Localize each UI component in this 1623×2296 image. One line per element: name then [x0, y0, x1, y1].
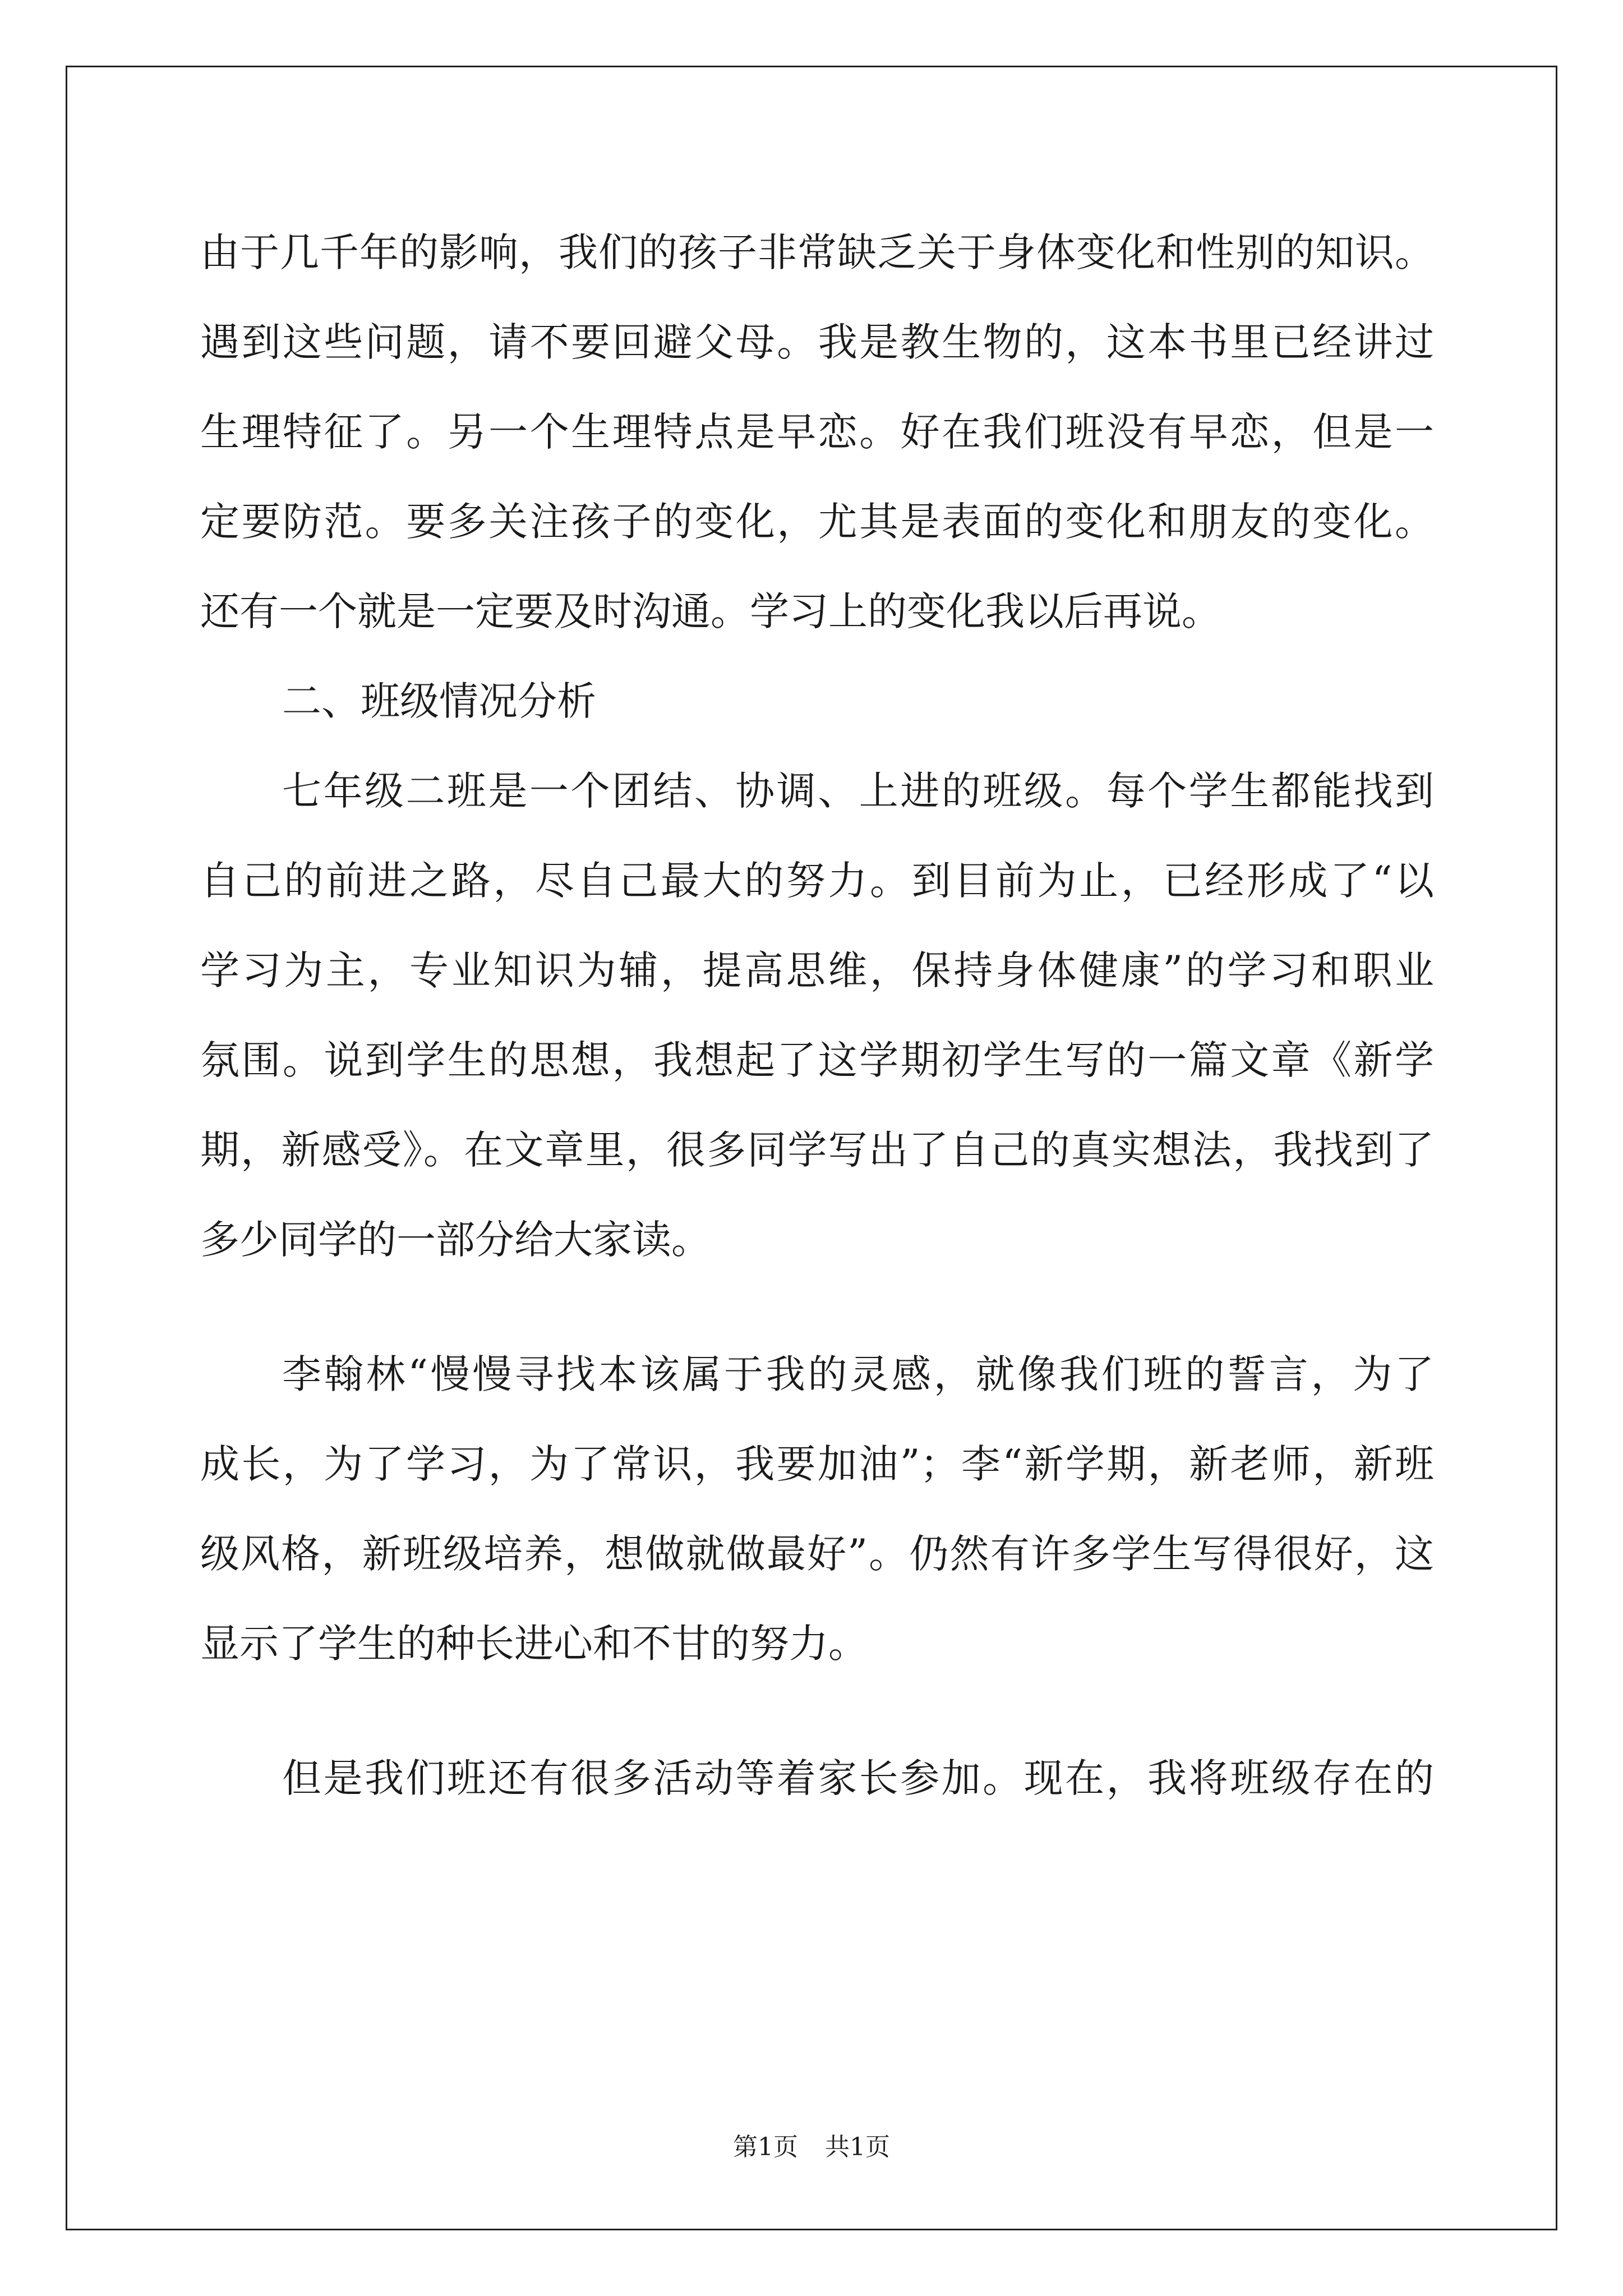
- paragraph-line: 显示了学生的种长进心和不甘的努力。: [200, 1621, 868, 1667]
- section-heading: 二、班级情况分析: [282, 678, 596, 724]
- paragraph-line: 氛围。说到学生的思想，我想起了这学期初学生写的一篇文章《新学: [200, 1037, 1434, 1083]
- paragraph-line: 李翰林“慢慢寻找本该属于我的灵感，就像我们班的誓言，为了: [282, 1351, 1434, 1397]
- paragraph-line: 成长，为了学习，为了常识，我要加油”；李“新学期，新老师，新班: [200, 1441, 1434, 1487]
- paragraph-line: 多少同学的一部分给大家读。: [200, 1217, 711, 1263]
- paragraph-line: 七年级二班是一个团结、协调、上进的班级。每个学生都能找到: [282, 768, 1434, 814]
- paragraph-line: 还有一个就是一定要及时沟通。学习上的变化我以后再说。: [200, 588, 1221, 634]
- paragraph-line: 级风格，新班级培养，想做就做最好”。仍然有许多学生写得很好，这: [200, 1531, 1434, 1577]
- page-footer: [0, 2131, 1623, 2164]
- paragraph-line: 但是我们班还有很多活动等着家长参加。现在，我将班级存在的: [282, 1755, 1434, 1801]
- paragraph-line: 由于几千年的影响，我们的孩子非常缺乏关于身体变化和性别的知识。: [200, 229, 1434, 275]
- paragraph-line: 学习为主，专业知识为辅，提高思维，保持身体健康”的学习和职业: [200, 947, 1434, 993]
- paragraph-line: 生理特征了。另一个生理特点是早恋。好在我们班没有早恋，但是一: [200, 409, 1434, 455]
- paragraph-line: 定要防范。要多关注孩子的变化，尤其是表面的变化和朋友的变化。: [200, 499, 1434, 545]
- page-number: 第1页: [733, 2133, 798, 2161]
- paragraph-line: 遇到这些问题，请不要回避父母。我是教生物的，这本书里已经讲过: [200, 319, 1434, 365]
- page-total: 共1页: [825, 2133, 890, 2161]
- paragraph-line: 自己的前进之路，尽自己最大的努力。到目前为止，已经形成了“以: [200, 858, 1434, 904]
- paragraph-line: 期，新感受》。在文章里，很多同学写出了自己的真实想法，我找到了: [200, 1127, 1434, 1173]
